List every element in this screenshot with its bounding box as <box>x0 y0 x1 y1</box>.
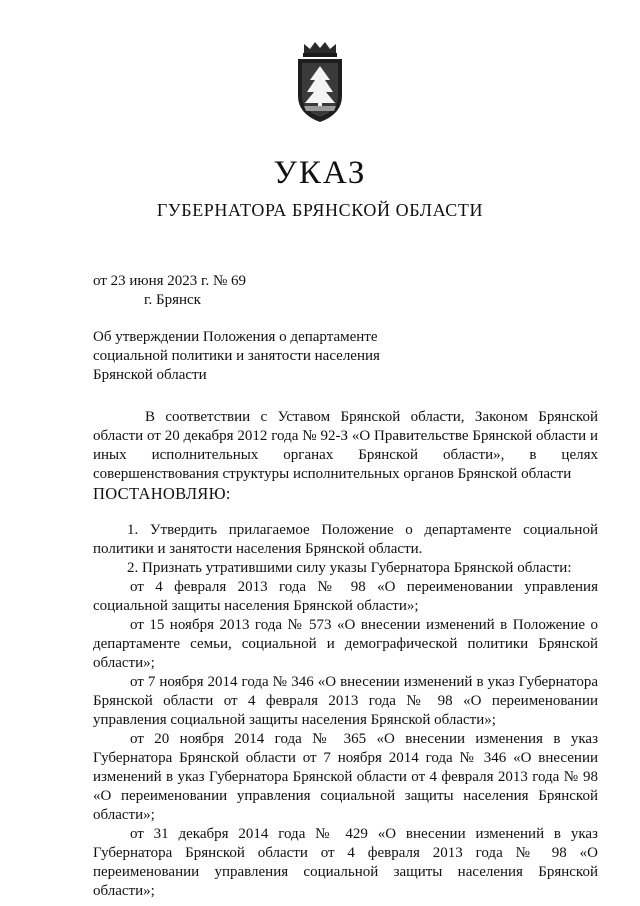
repealed-decree: от 20 ноября 2014 года № 365 «О внесении изменения в указ Губернатора Брянской области от 7 ноября 2014 года № 346 «О внесении изменений в указ Губернатора Брянской области от 4 февраля 2013 года № 98 «О переименовании управления социальной защиты населения Брянской области»; <box>93 731 598 823</box>
document-title: УКАЗ <box>273 155 367 191</box>
document-meta <box>93 272 246 310</box>
issuer-title: ГУБЕРНАТОРА БРЯНСКОЙ ОБЛАСТИ <box>156 200 484 220</box>
subject-line: Об утверждении Положения о департаменте <box>93 329 378 345</box>
subject-line: социальной политики и занятости населения <box>93 348 380 364</box>
preamble-paragraph: В соответствии с Уставом Брянской области, Законом Брянской области от 20 декабря 2012 года № 92-З «О Правительстве Брянской области и иных исполнительных органах Брянской области», в целях совершенствования структуры исполнительных органов Брянской области <box>93 409 598 482</box>
document-body <box>93 408 598 901</box>
bryansk-coat-of-arms-icon <box>290 40 350 126</box>
repealed-decree: от 7 ноября 2014 года № 346 «О внесении изменений в указ Губернатора Брянской области от 4 февраля 2013 года № 98 «О переименовании управления социальной защиты населения Брянской области»; <box>93 674 598 728</box>
item-paragraph: 1. Утвердить прилагаемое Положение о департаменте социальной политики и занятости населения Брянской области. <box>93 522 598 557</box>
date-number: от 23 июня 2023 г. № 69 <box>93 273 247 289</box>
decree-word: ПОСТАНОВЛЯЮ: <box>93 484 231 503</box>
repealed-decree: от 31 декабря 2014 года № 429 «О внесении изменений в указ Губернатора Брянской области от 4 февраля 2013 года № 98 «О переименовании управления социальной защиты населения Брянской области»; <box>93 826 598 899</box>
place-of-issue: г. Брянск <box>144 292 201 308</box>
document-subject <box>93 328 380 385</box>
repealed-decree: от 4 февраля 2013 года № 98 «О переименовании управления социальной защиты населения Брянской области»; <box>93 579 598 614</box>
item-paragraph: 2. Признать утратившими силу указы Губернатора Брянской области: <box>127 560 572 576</box>
repealed-decree: от 15 ноября 2013 года № 573 «О внесении изменений в Положение о департаменте семьи, социальной и демографической политики Брянской области»; <box>93 617 598 671</box>
subject-line: Брянской области <box>93 367 207 383</box>
